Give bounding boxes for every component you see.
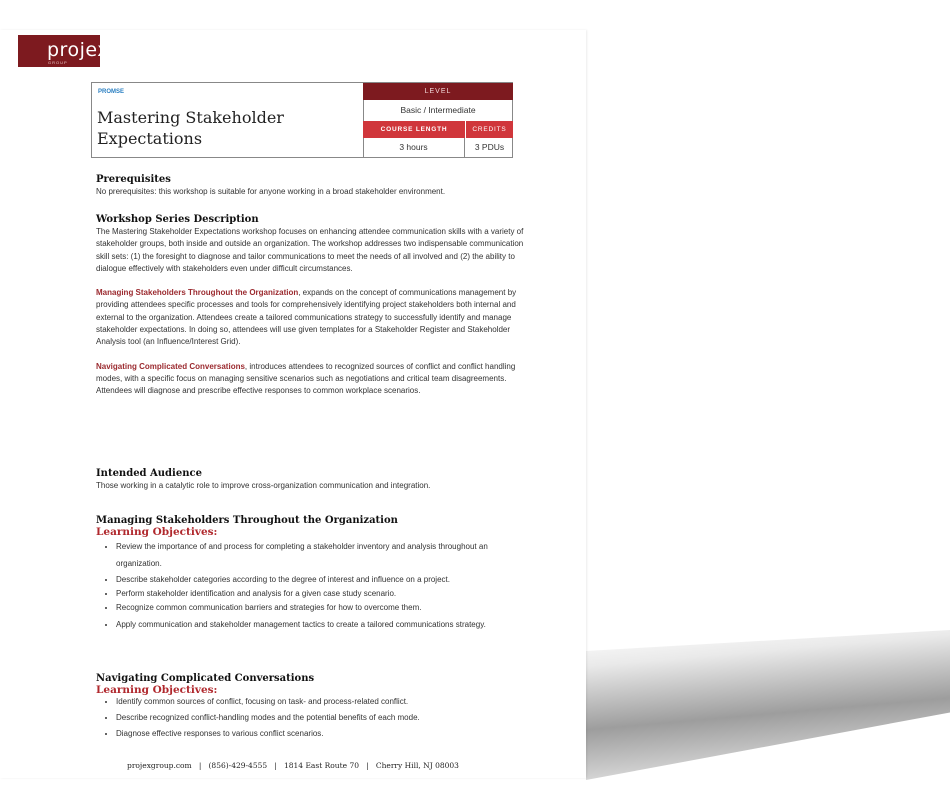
- module1-section: [96, 514, 526, 635]
- footer-contact: projexgroup.com | (856)-429-4555 | 1814 East Route 70 | Cherry Hill, NJ 08003: [127, 761, 459, 770]
- module2-section: [96, 672, 526, 742]
- series-description-section: [96, 213, 526, 398]
- page-shadow: [586, 630, 950, 780]
- list-item: • Describe stakeholder categories according to the degree of interest and influence on a project.: [116, 574, 526, 586]
- credits-value: 3 PDUs: [474, 142, 505, 152]
- module2-objectives-list: [96, 696, 526, 740]
- module1-objectives-list: [96, 538, 526, 633]
- module1-learning-objectives: Learning Objectives:: [96, 526, 218, 538]
- course-category: PROMSE: [98, 89, 125, 95]
- module1-heading: Managing Stakeholders Throughout the Organization: [96, 515, 398, 526]
- course-header-box: [91, 82, 513, 158]
- series-p3-text: , introduces attendees to recognized sources of conflict and conflict handling modes, with a specific focus on managing sensitive scenarios such as negotiations and critical team disagreements. Attendees will diagnose and prescribe effective responses to common workplace scenarios.: [96, 361, 516, 396]
- series-paragraph-3: [96, 361, 526, 398]
- series-p2-text: , expands on the concept of communications management by providing attendees specific processes and tools for comprehensively identifying project stakeholders both internal and external to the organization. Attendees create a tailored communications strategy to successfully identify and manage stakeholder expectations. In doing so, attendees will use given templates for a Stakeholder Register and Stakeholder Analysis tool (an Influence/Interest Grid).: [96, 288, 517, 347]
- list-item: • Describe recognized conflict-handling modes and the potential benefits of each mode.: [116, 712, 526, 724]
- series-p2-title: Managing Stakeholders Throughout the Organization: [96, 288, 299, 298]
- projex-logo: [18, 35, 109, 67]
- prerequisites-section: [96, 173, 526, 198]
- course-length-label: COURSE LENGTH: [363, 121, 465, 138]
- credits-label: CREDITS: [466, 121, 513, 138]
- level-label: LEVEL: [363, 83, 513, 100]
- series-paragraph-2: [96, 287, 526, 348]
- audience-text: Those working in a catalytic role to improve cross-organization communication and integration.: [96, 481, 431, 490]
- prerequisites-text: No prerequisites: this workshop is suitable for anyone working in a broad stakeholder environment.: [96, 187, 446, 196]
- list-item: • Recognize common communication barriers and strategies for how to overcome them.: [116, 602, 526, 614]
- list-item: • Identify common sources of conflict, focusing on task- and process-related conflict.: [116, 696, 526, 708]
- module2-heading: Navigating Complicated Conversations: [96, 673, 315, 684]
- logo-subtext: GROUP: [48, 60, 68, 65]
- course-title: Mastering Stakeholder Expectations: [97, 108, 284, 148]
- list-item: • Apply communication and stakeholder management tactics to create a tailored communications strategy.: [116, 616, 526, 633]
- list-item: • Perform stakeholder identification and analysis for a given case study scenario.: [116, 588, 526, 600]
- audience-heading: Intended Audience: [96, 468, 202, 479]
- audience-section: [96, 467, 526, 492]
- module2-learning-objectives: Learning Objectives:: [96, 684, 218, 696]
- level-value: Basic / Intermediate: [400, 105, 476, 115]
- prerequisites-heading: Prerequisites: [96, 174, 171, 185]
- series-heading: Workshop Series Description: [96, 214, 259, 225]
- series-paragraph-1: The Mastering Stakeholder Expectations workshop focuses on enhancing attendee communication skills with a variety of stakeholder groups, both inside and outside an organization. The workshop addresses two indispensable communication skill sets: (1) the foresight to diagnose and tailor communications to meet the needs of all involved and (2) the ability to dialogue effectively with stakeholders even under difficult circumstances.: [96, 227, 524, 273]
- logo-text: projex: [47, 39, 109, 61]
- list-item: • Review the importance of and process for completing a stakeholder inventory and analysis throughout an organization.: [116, 538, 526, 572]
- series-p3-title: Navigating Complicated Conversations: [96, 361, 245, 371]
- list-item: • Diagnose effective responses to various conflict scenarios.: [116, 728, 526, 740]
- course-length-value: 3 hours: [363, 138, 465, 157]
- course-title-cell: [92, 83, 364, 157]
